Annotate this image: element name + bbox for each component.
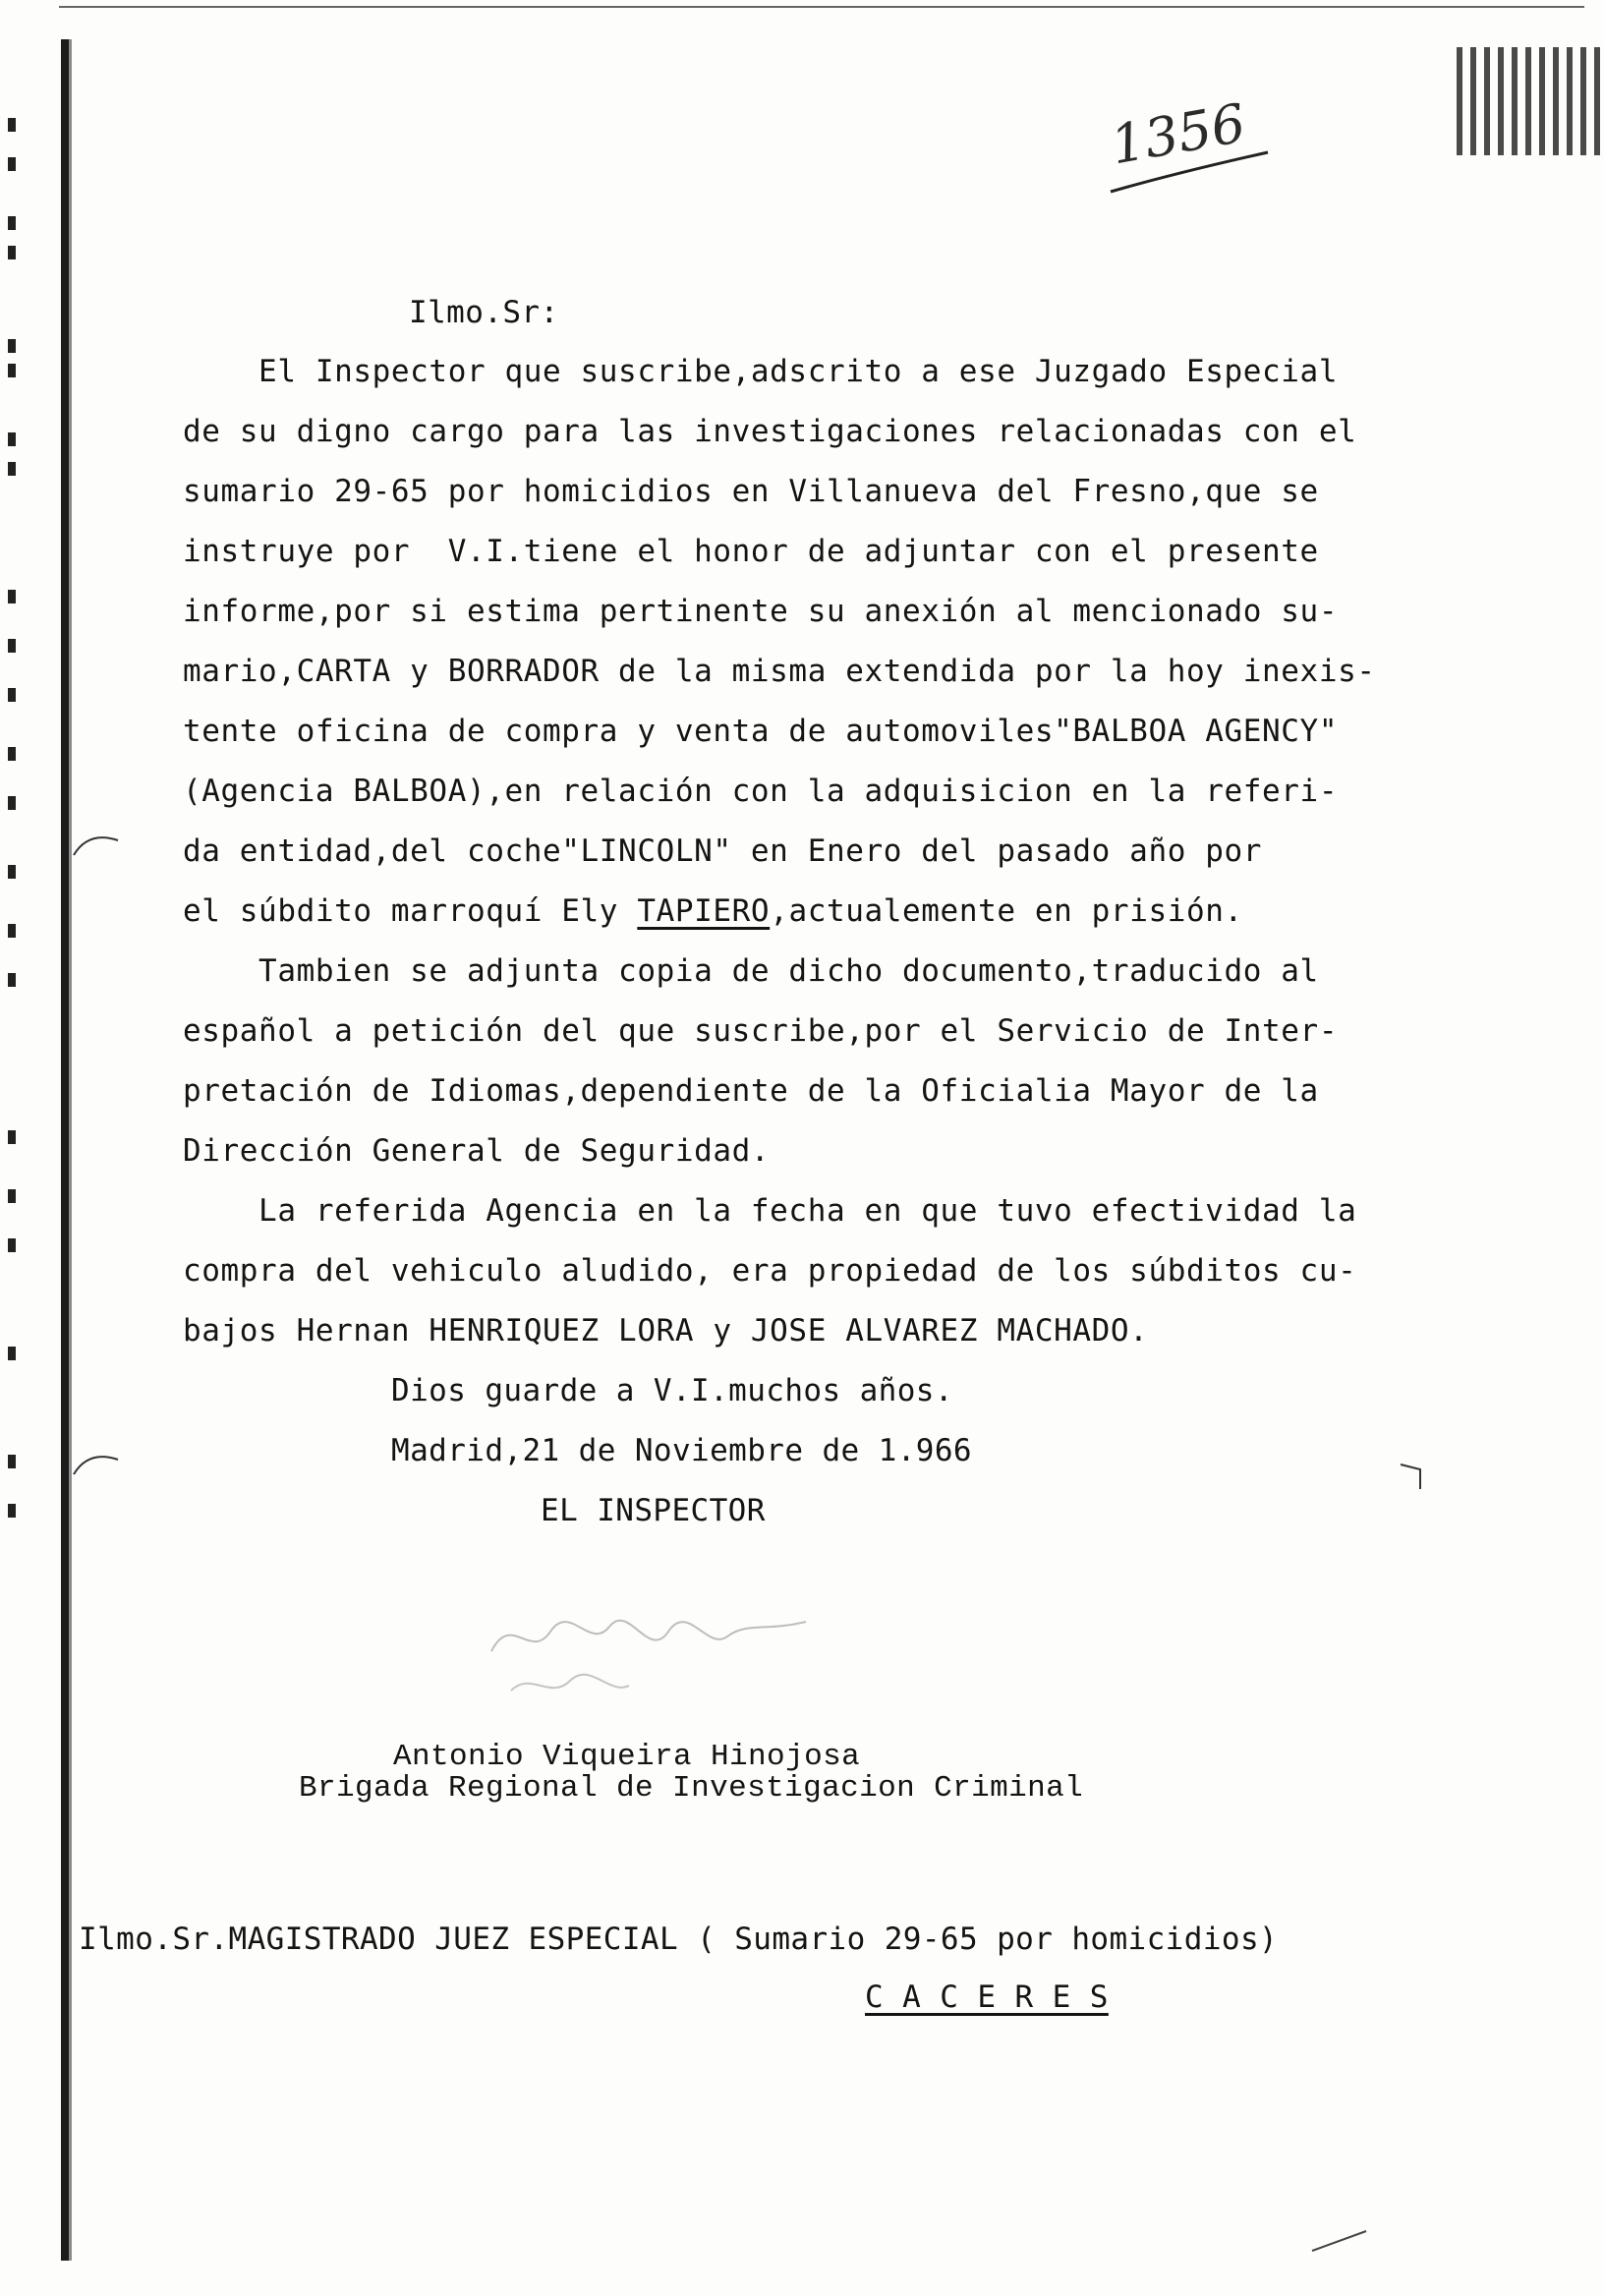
margin-mark [8,1504,16,1518]
closing-formula: Dios guarde a V.I.muchos años. [391,1373,953,1408]
paragraph-line: español a petición del que suscribe,por el Servicio de Inter- [183,1013,1339,1049]
paragraph-line: da entidad,del coche"LINCOLN" en Enero del pasado año por [183,833,1263,869]
stray-mark [69,826,128,865]
paragraph-line: Dirección General de Seguridad. [183,1133,771,1169]
addressee-city: C A C E R E S [865,1980,1109,2015]
place-date: Madrid,21 de Noviembre de 1.966 [391,1433,972,1468]
margin-mark [8,796,16,810]
paragraph-line-last [183,893,1243,929]
line-suffix: ,actualemente en prisión. [770,893,1243,929]
signer-unit: Brigada Regional de Investigacion Criminal [299,1771,1084,1806]
margin-mark [8,1455,16,1468]
paragraph-line: de su digno cargo para las investigaciones relacionadas con el [183,414,1357,449]
line-prefix: el súbdito marroquí Ely [183,893,638,929]
top-edge-line [59,6,1584,8]
margin-mark [8,590,16,603]
signature [472,1592,845,1720]
paragraph-line: Tambien se adjunta copia de dicho documento,traducido al [183,953,1319,989]
stray-mark [1396,1455,1435,1494]
page-number: 1356 [1106,91,1250,177]
paragraph-line: informe,por si estima pertinente su anexión al mencionado su- [183,594,1339,629]
paragraph-line: (Agencia BALBOA),en relación con la adquisicion en la referi- [183,774,1339,809]
margin-mark [8,688,16,702]
margin-mark [8,1130,16,1144]
paragraph-line: La referida Agencia en la fecha en que tuvo efectividad la [183,1193,1357,1229]
underlined-name: TAPIERO [637,893,771,929]
paragraph-line: instruye por V.I.tiene el honor de adjuntar con el presente [183,534,1319,569]
paragraph-line: bajos Hernan HENRIQUEZ LORA y JOSE ALVAREZ MACHADO. [183,1313,1149,1349]
page-number-underline [1101,143,1278,201]
margin-mark [8,924,16,938]
binder-edge-shadow [69,39,72,2261]
signer-title: EL INSPECTOR [541,1493,766,1528]
margin-mark [8,339,16,353]
margin-mark [8,118,16,132]
margin-mark [8,747,16,761]
paragraph-line: mario,CARTA y BORRADOR de la misma extendida por la hoy inexis- [183,654,1376,689]
margin-mark [8,246,16,259]
stray-mark [1307,2221,1386,2261]
margin-mark [8,639,16,653]
paragraph-line: sumario 29-65 por homicidios en Villanueva del Fresno,que se [183,474,1319,509]
margin-mark [8,364,16,377]
margin-mark [8,462,16,476]
addressee-line: Ilmo.Sr.MAGISTRADO JUEZ ESPECIAL ( Sumario 29-65 por homicidios) [79,1922,1279,1957]
margin-mark [8,1189,16,1203]
margin-mark [8,216,16,230]
margin-mark [8,432,16,446]
corner-stamp [1457,47,1604,155]
margin-mark [8,1238,16,1252]
stray-mark [69,1445,128,1484]
margin-mark [8,973,16,987]
paragraph-line: El Inspector que suscribe,adscrito a ese Juzgado Especial [183,354,1339,389]
margin-mark [8,1347,16,1360]
margin-mark [8,157,16,171]
binder-edge [61,39,69,2261]
paragraph-line: compra del vehiculo aludido, era propiedad de los súbditos cu- [183,1253,1357,1289]
salutation: Ilmo.Sr: [409,295,559,330]
paragraph-line: tente oficina de compra y venta de automoviles"BALBOA AGENCY" [183,714,1339,749]
signer-name: Antonio Viqueira Hinojosa [393,1740,861,1774]
paragraph-line: pretación de Idiomas,dependiente de la Oficialia Mayor de la [183,1073,1319,1109]
margin-mark [8,865,16,879]
